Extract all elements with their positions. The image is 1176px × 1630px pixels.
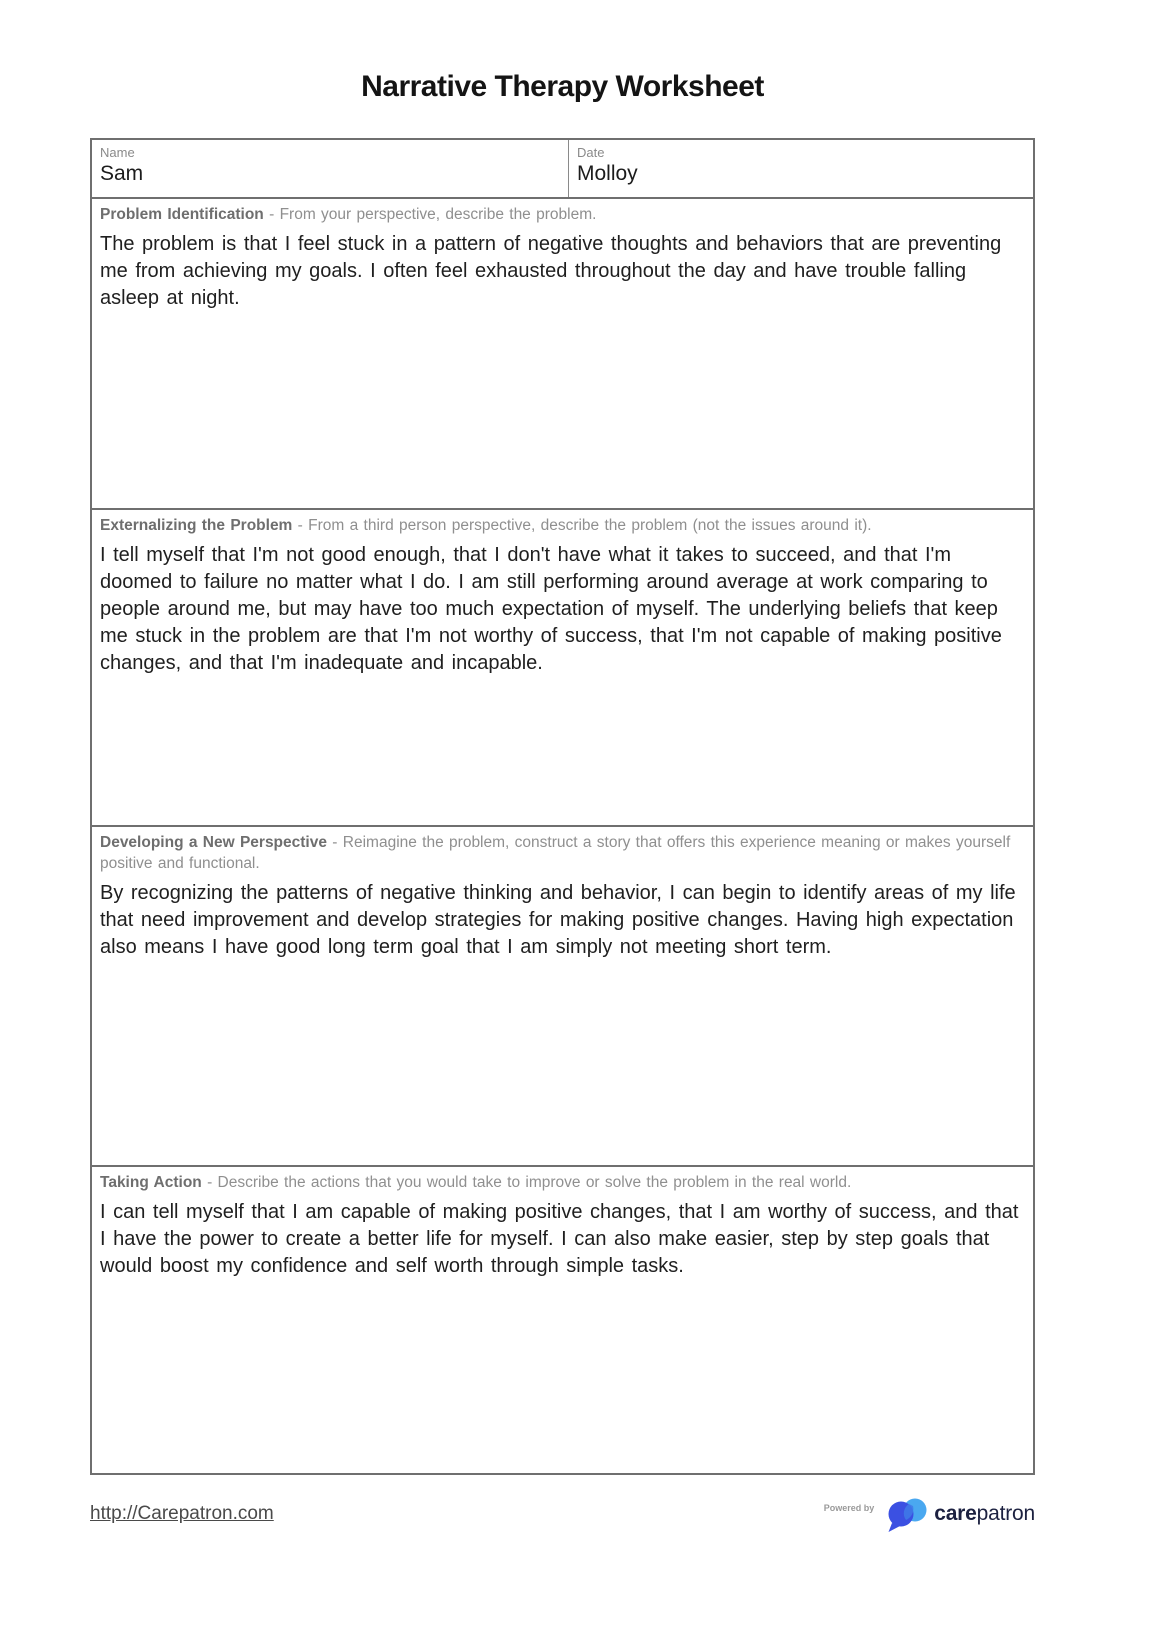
logo-patron-text: patron [976, 1502, 1035, 1525]
footer [90, 1491, 1035, 1537]
worksheet-table [90, 138, 1035, 1475]
section-separator: - [332, 834, 338, 851]
section-title: Taking Action [100, 1174, 202, 1191]
section-prompt: Describe the actions that you would take to improve or solve the problem in the real world. [217, 1174, 852, 1191]
logo-care-text: care [934, 1502, 977, 1525]
section-separator: - [207, 1174, 213, 1191]
name-date-row [92, 140, 1033, 197]
powered-by-block [824, 1494, 1035, 1534]
section-externalizing-the-problem [92, 508, 1033, 825]
date-value[interactable]: Molloy [577, 162, 638, 185]
date-field[interactable] [569, 140, 1033, 197]
section-response-developing-a-new-perspective[interactable]: By recognizing the patterns of negative thinking and behavior, I can begin to identify areas of my life that need improvement and develop strategies for making positive changes. Having high expectation also means I have good long term goal that I am simply not meeting short term. [100, 882, 1016, 958]
page-content [90, 0, 1035, 1537]
section-separator: - [297, 517, 303, 534]
section-response-problem-identification[interactable]: The problem is that I feel stuck in a pattern of negative thoughts and behaviors that are preventing me from achieving my goals. I often feel exhausted throughout the day and have trouble falling asleep at night. [100, 233, 1002, 309]
section-separator: - [269, 206, 275, 223]
section-title: Externalizing the Problem [100, 517, 293, 534]
section-header [100, 515, 1025, 536]
section-header [100, 832, 1025, 874]
section-header [100, 204, 1025, 225]
page-title: Narrative Therapy Worksheet [361, 70, 764, 103]
section-developing-a-new-perspective [92, 825, 1033, 1165]
carepatron-logo-text [934, 1502, 1035, 1526]
section-title: Problem Identification [100, 206, 264, 223]
section-title: Developing a New Perspective [100, 834, 327, 851]
section-problem-identification [92, 197, 1033, 508]
name-label: Name [100, 145, 135, 160]
carepatron-link[interactable]: http://Carepatron.com [90, 1503, 274, 1524]
powered-by-label: Powered by [823, 1503, 875, 1513]
name-value[interactable]: Sam [100, 162, 144, 185]
section-prompt: From a third person perspective, describe the problem (not the issues around it). [308, 517, 872, 534]
section-response-externalizing-the-problem[interactable]: I tell myself that I'm not good enough, that I don't have what it takes to succeed, and that I'm doomed to failure no matter what I do. I am still performing around average at work comparing to people around me, but may have too much expectation of myself. The underlying beliefs that keep me stuck in the problem are that I'm not worthy of success, that I'm not capable of making positive changes, and that I'm inadequate and incapable. [100, 544, 1002, 674]
section-taking-action [92, 1165, 1033, 1473]
section-prompt: Reimagine the problem, construct a story that offers this experience meaning or makes yourself positive and functional. [100, 834, 1011, 872]
section-response-taking-action[interactable]: I can tell myself that I am capable of making positive changes, that I am worthy of success, and that I have the power to create a better life for myself. I can also make easier, step by step goals that would boost my confidence and self worth through simple tasks. [100, 1201, 1019, 1277]
name-field[interactable] [92, 140, 569, 197]
section-header [100, 1172, 1025, 1193]
carepatron-logo-icon [886, 1494, 930, 1534]
section-prompt: From your perspective, describe the problem. [279, 206, 597, 223]
date-label: Date [577, 145, 605, 160]
